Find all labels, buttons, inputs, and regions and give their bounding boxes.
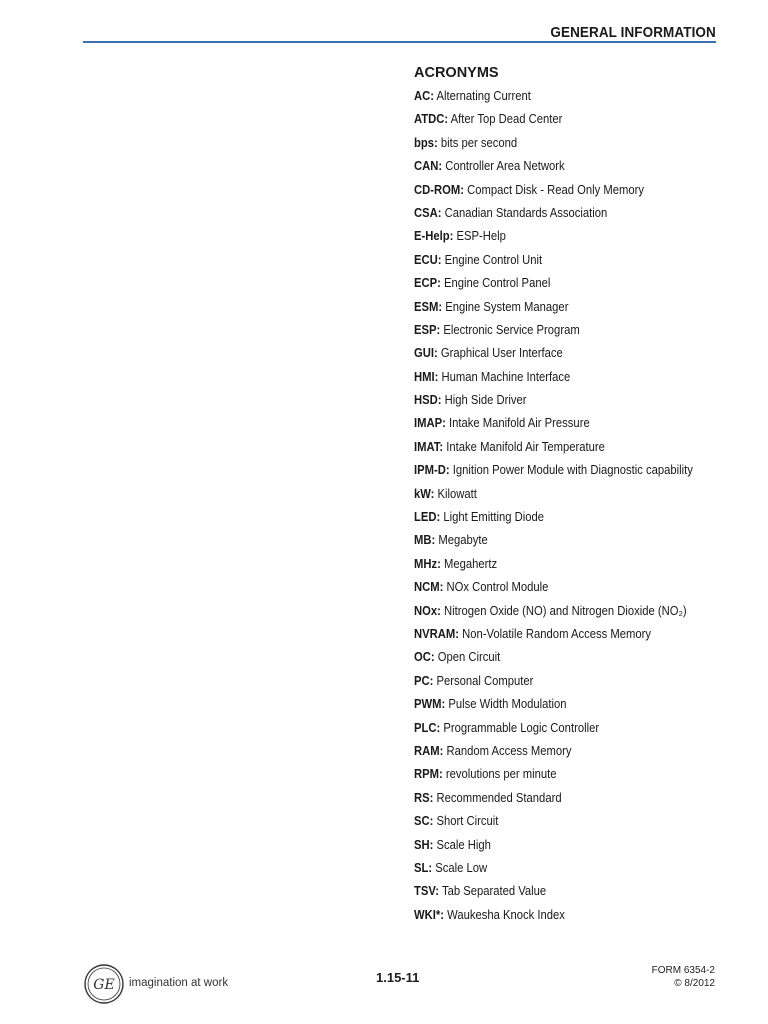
acronym-item: [414, 744, 693, 767]
acronym-definition: Non-Volatile Random Access Memory: [459, 626, 651, 641]
acronym-term: NCM:: [414, 580, 444, 595]
acronym-definition: Waukesha Knock Index: [443, 907, 565, 922]
acronym-definition: Kilowatt: [434, 486, 477, 501]
acronym-term: MB:: [414, 533, 436, 548]
acronym-item: [414, 487, 693, 510]
footer-tagline: imagination at work: [129, 977, 229, 989]
acronym-term: CSA:: [414, 205, 442, 220]
acronym-item: [414, 650, 693, 673]
acronym-term: ECU:: [414, 252, 442, 267]
acronym-definition: Electronic Service Program: [440, 322, 580, 337]
acronym-term: NVRAM:: [414, 626, 459, 641]
acronym-definition: Random Access Memory: [443, 743, 572, 758]
acronym-item: [414, 814, 693, 837]
acronym-definition: Alternating Current: [433, 89, 531, 103]
acronym-item: [414, 300, 693, 323]
acronym-definition: Human Machine Interface: [438, 369, 571, 384]
acronym-item: [414, 370, 693, 393]
acronym-term: ESP:: [414, 322, 441, 337]
acronym-term: MHz:: [414, 556, 441, 571]
acronym-definition: Megabyte: [435, 533, 488, 548]
acronym-item: [414, 674, 693, 697]
acronym-item: [414, 533, 693, 556]
acronym-item: [414, 580, 693, 603]
acronym-term: PC:: [414, 673, 434, 688]
acronym-definition: Recommended Standard: [433, 790, 562, 805]
acronym-item: [414, 206, 693, 229]
acronym-term: RS:: [414, 790, 434, 805]
acronym-term: IPM-D:: [414, 463, 450, 478]
header-rule-divider: [83, 41, 716, 43]
acronym-definition: revolutions per minute: [442, 767, 557, 782]
acronym-definition: Personal Computer: [433, 673, 534, 688]
acronym-term: IMAT:: [414, 439, 444, 454]
acronym-definition: Controller Area Network: [442, 159, 565, 174]
acronym-item: [414, 416, 693, 439]
acronym-item: [414, 112, 693, 135]
acronym-definition: Pulse Width Modulation: [445, 697, 567, 712]
acronym-item: [414, 510, 693, 533]
acronym-item: [414, 89, 693, 112]
acronym-term: NOx:: [414, 603, 441, 618]
form-number: FORM 6354-2: [651, 965, 715, 976]
acronym-term: AC:: [414, 89, 434, 103]
acronym-definition: NOx Control Module: [443, 580, 549, 595]
acronym-item: [414, 440, 693, 463]
acronym-item: [414, 697, 693, 720]
acronym-definition: bits per second: [437, 135, 518, 150]
acronym-definition: Megahertz: [440, 556, 498, 571]
acronym-term: SH:: [414, 837, 434, 852]
acronym-term: SL:: [414, 860, 433, 875]
acronym-term: ESM:: [414, 299, 443, 314]
acronym-definition: Tab Separated Value: [439, 884, 547, 899]
acronym-definition: Graphical User Interface: [437, 346, 563, 361]
acronym-term: ATDC:: [414, 112, 449, 127]
acronym-term: SC:: [414, 814, 434, 829]
acronym-definition: Scale Low: [432, 860, 488, 875]
acronym-term: CAN:: [414, 159, 443, 174]
acronym-definition: Engine Control Panel: [440, 276, 551, 291]
acronym-definition: Engine Control Unit: [441, 252, 543, 267]
acronym-definition: Intake Manifold Air Pressure: [445, 416, 590, 431]
acronym-definition: Open Circuit: [434, 650, 501, 665]
acronym-term: E-Help:: [414, 229, 454, 244]
acronym-term: RPM:: [414, 767, 443, 782]
ge-logo-icon: [84, 964, 124, 1004]
acronym-definition: Short Circuit: [433, 814, 499, 829]
acronym-term: HSD:: [414, 393, 442, 408]
acronym-term: PWM:: [414, 697, 446, 712]
acronym-definition: After Top Dead Center: [448, 112, 563, 127]
acronym-definition: Scale High: [433, 837, 491, 852]
acronym-item: [414, 276, 693, 299]
acronym-term: IMAP:: [414, 416, 446, 431]
acronyms-heading: ACRONYMS: [414, 65, 499, 81]
acronym-item: [414, 159, 693, 182]
acronym-term: CD-ROM:: [414, 182, 464, 197]
acronym-term: PLC:: [414, 720, 441, 735]
acronym-item: [414, 767, 693, 790]
acronym-item: [414, 346, 693, 369]
acronym-term: ECP:: [414, 276, 441, 291]
svg-text:GE: GE: [93, 977, 115, 993]
form-date: © 8/2012: [674, 978, 715, 989]
acronym-item: [414, 838, 693, 861]
acronym-definition: ESP-Help: [453, 229, 506, 244]
acronym-item: [414, 721, 693, 744]
acronym-item: [414, 253, 693, 276]
acronym-definition: Nitrogen Oxide (NO) and Nitrogen Dioxide (NO₂): [440, 603, 687, 618]
acronym-item: [414, 393, 693, 416]
acronym-definition: Light Emitting Diode: [440, 510, 545, 525]
acronym-term: HMI:: [414, 369, 439, 384]
acronym-definition: Programmable Logic Controller: [440, 720, 600, 735]
acronym-item: [414, 627, 693, 650]
acronym-item: [414, 229, 693, 252]
acronym-term: RAM:: [414, 743, 444, 758]
acronym-term: kW:: [414, 486, 435, 501]
acronym-item: [414, 557, 693, 580]
acronym-term: TSV:: [414, 884, 440, 899]
acronym-term: bps:: [414, 135, 438, 150]
page-header-title: GENERAL INFORMATION: [550, 24, 716, 41]
acronym-term: WKI*:: [414, 907, 444, 922]
acronym-list: [414, 89, 724, 931]
acronym-item: [414, 908, 693, 931]
acronym-item: [414, 323, 693, 346]
acronym-term: GUI:: [414, 346, 438, 361]
form-info: [652, 964, 715, 990]
acronym-term: OC:: [414, 650, 435, 665]
acronym-item: [414, 183, 693, 206]
acronym-definition: Engine System Manager: [442, 299, 569, 314]
acronym-definition: Intake Manifold Air Temperature: [443, 439, 605, 454]
page-number: 1.15-11: [376, 970, 420, 985]
acronym-definition: Canadian Standards Association: [441, 205, 608, 220]
acronym-item: [414, 136, 693, 159]
acronym-item: [414, 791, 693, 814]
acronym-term: LED:: [414, 510, 441, 525]
acronym-definition: High Side Driver: [441, 393, 527, 408]
acronym-item: [414, 861, 693, 884]
acronym-definition: Ignition Power Module with Diagnostic capability: [449, 463, 693, 478]
acronym-item: [414, 604, 693, 627]
acronym-definition: Compact Disk - Read Only Memory: [463, 182, 645, 197]
acronym-item: [414, 884, 693, 907]
acronym-item: [414, 463, 693, 486]
